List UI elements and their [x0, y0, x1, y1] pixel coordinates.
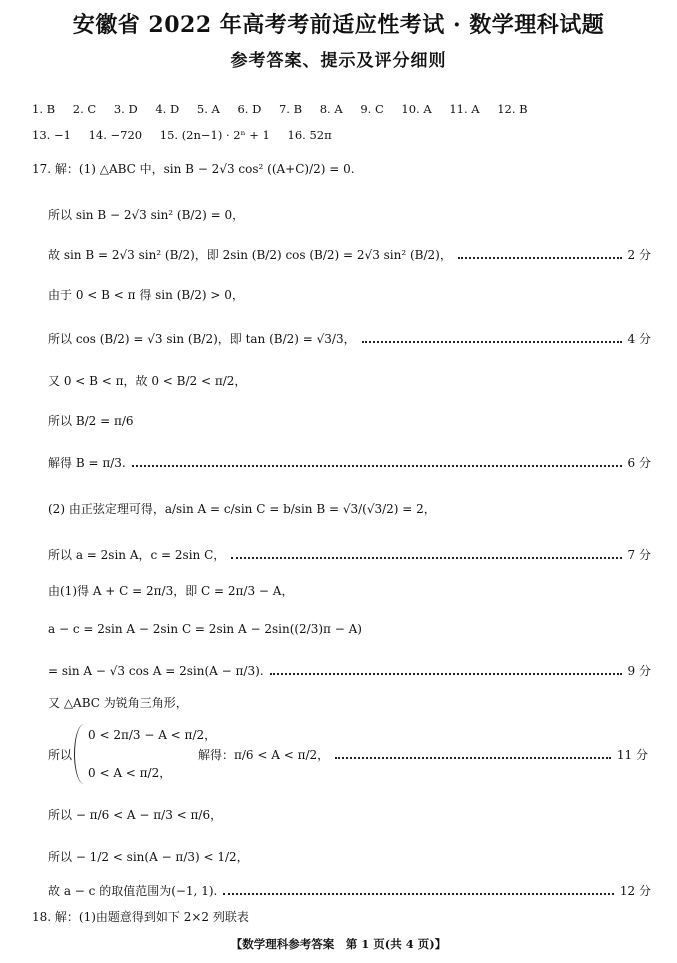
score-label: 6 分: [627, 456, 651, 470]
solution-text: 解得 B = π/3.: [48, 456, 126, 470]
solution-text: 所以 − 1/2 < sin(A − π/3) < 1/2，: [48, 850, 249, 864]
page-footer: 【数学理科参考答案 第 1 页(共 4 页)】: [230, 937, 447, 951]
answer-1: 1. B: [32, 102, 56, 116]
dot-leader: [132, 465, 622, 467]
answer-11: 11. A: [449, 102, 480, 116]
solution-text: 又 △ABC 为锐角三角形，: [48, 696, 188, 710]
solution-line: [48, 848, 651, 865]
answer-16: 16. 52π: [287, 128, 332, 142]
system-row-1: 0 < 2π/3 − A < π/2，: [88, 728, 217, 742]
solution-line: [48, 806, 651, 823]
solution-line: [48, 500, 651, 517]
answer-7: 7. B: [278, 102, 303, 116]
solution-line: [48, 412, 651, 429]
score-label: 2 分: [627, 248, 651, 262]
solution-text: 又 0 < B < π，故 0 < B/2 < π/2，: [48, 374, 247, 388]
dot-leader: [362, 341, 622, 343]
solution-line: [48, 330, 651, 347]
system-label: 所以: [48, 748, 73, 762]
answer-15: 15. (2n−1) · 2ⁿ + 1: [159, 128, 270, 142]
page-subtitle: 参考答案、提示及评分细则: [230, 51, 447, 71]
answer-4: 4. D: [155, 102, 180, 116]
solution-line: [48, 662, 651, 679]
solution-text: 17. 解：(1) △ABC 中，sin B − 2√3 cos² ((A+C)/2) = 0.: [32, 162, 355, 176]
answer-6: 6. D: [237, 102, 262, 116]
system-row-2: 0 < A < π/2，: [88, 766, 172, 780]
answers-row-1: [32, 102, 542, 116]
answer-12: 12. B: [497, 102, 528, 116]
solution-line: [48, 622, 651, 636]
answer-9: 9. C: [360, 102, 384, 116]
solution-text: 由(1)得 A + C = 2π/3，即 C = 2π/3 − A，: [48, 584, 294, 598]
system-result-line: [198, 746, 648, 763]
answer-3: 3. D: [113, 102, 138, 116]
answer-13: 13. −1: [32, 128, 71, 142]
solution-line: [48, 206, 651, 223]
answer-8: 8. A: [319, 102, 343, 116]
dot-leader: [458, 257, 622, 259]
solution-line: [48, 246, 651, 263]
system-result: 解得：π/6 < A < π/2，: [198, 748, 330, 762]
dot-leader: [270, 673, 622, 675]
solution-text: 故 sin B = 2√3 sin² (B/2)，即 2sin (B/2) cos (B/2) = 2√3 sin² (B/2)，: [48, 248, 452, 262]
solution-text: = sin A − √3 cos A = 2sin(A − π/3).: [48, 663, 264, 678]
score-label: 7 分: [627, 548, 651, 562]
inequality-system: [48, 722, 648, 788]
score-label: 4 分: [627, 332, 651, 346]
solution-text: 由于 0 < B < π 得 sin (B/2) > 0，: [48, 288, 244, 302]
solution-text: 所以 cos (B/2) = √3 sin (B/2)，即 tan (B/2) = √3/3，: [48, 332, 356, 346]
left-brace: [74, 724, 85, 784]
solution-text: 所以 − π/6 < A − π/3 < π/6，: [48, 808, 223, 822]
solution-text: 故 a − c 的取值范围为(−1, 1).: [48, 884, 218, 898]
dot-leader: [223, 893, 614, 895]
solution-line: [32, 160, 651, 177]
solution-line: [48, 286, 651, 303]
solution-text: 所以 a = 2sin A，c = 2sin C，: [48, 548, 226, 562]
solution-line: [48, 454, 651, 471]
answer-14: 14. −720: [88, 128, 143, 142]
solution-line: [48, 546, 651, 563]
score-label: 12 分: [619, 884, 651, 898]
solution-text: (2) 由正弦定理可得，a/sin A = c/sin C = b/sin B = √3/(√3/2) = 2，: [48, 502, 436, 516]
solution-line: [48, 694, 651, 711]
solution-line: [48, 372, 651, 389]
answer-2: 2. C: [72, 102, 97, 116]
dot-leader: [335, 757, 611, 759]
solution-line: [32, 908, 651, 925]
score-label: 11 分: [616, 748, 648, 762]
answers-row-2: [32, 128, 346, 142]
answer-5: 5. A: [196, 102, 220, 116]
score-label: 9 分: [627, 664, 651, 678]
solution-text: 18. 解：(1)由题意得到如下 2×2 列联表: [32, 910, 249, 924]
solution-line: [48, 582, 651, 599]
solution-text: a − c = 2sin A − 2sin C = 2sin A − 2sin((2/3)π − A): [48, 622, 362, 636]
solution-text: 所以 sin B − 2√3 sin² (B/2) = 0，: [48, 208, 245, 222]
solution-line: [48, 882, 651, 899]
answer-10: 10. A: [401, 102, 432, 116]
dot-leader: [231, 557, 621, 559]
solution-text: 所以 B/2 = π/6: [48, 414, 134, 428]
page-title: 安徽省 2022 年高考考前适应性考试 · 数学理科试题: [72, 12, 605, 38]
